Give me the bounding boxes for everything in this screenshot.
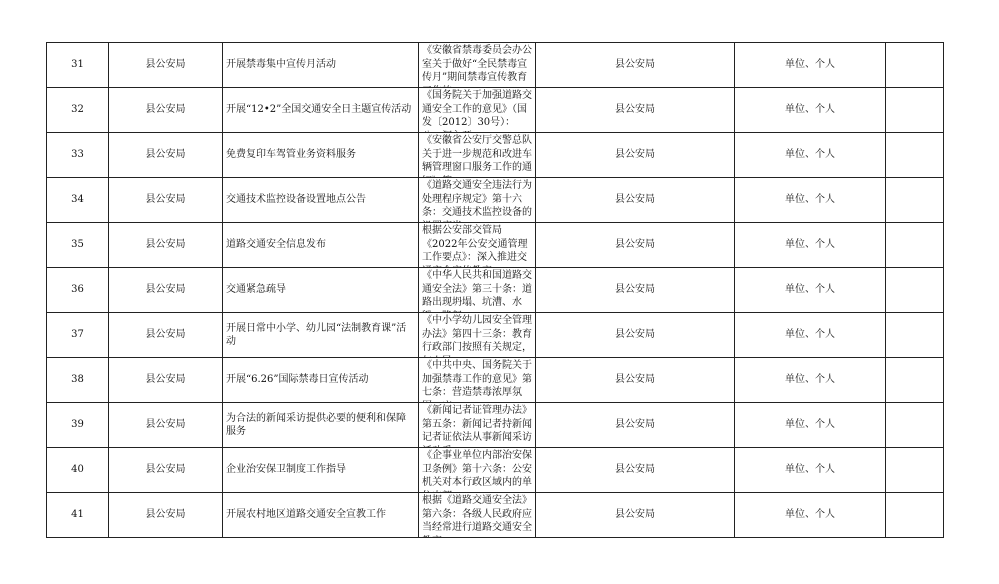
department-text: 县公安局 — [145, 149, 186, 161]
responsible-unit-cell — [536, 178, 735, 223]
legal-basis-text: 《安徽省公安厅交警总队关于进一步规范和改进车辆管理窗口服务工作的通 — [422, 135, 532, 173]
department-cell — [109, 268, 223, 313]
responsible-unit-text: 县公安局 — [615, 329, 655, 341]
note-cell — [886, 43, 944, 88]
table-row — [47, 43, 944, 88]
row-number — [47, 358, 109, 403]
row-number — [47, 403, 109, 448]
department-text: 县公安局 — [145, 329, 186, 341]
note-cell — [886, 493, 944, 538]
note-cell — [886, 268, 944, 313]
service-item-cell — [223, 268, 419, 313]
table-row — [47, 268, 944, 313]
service-item-cell — [223, 403, 419, 448]
row-number-text: 34 — [71, 194, 84, 206]
row-number — [47, 268, 109, 313]
note-cell — [886, 178, 944, 223]
responsible-unit-text: 县公安局 — [615, 419, 655, 431]
service-list-sheet — [46, 42, 944, 538]
responsible-unit-text: 县公安局 — [615, 104, 655, 116]
department-cell — [109, 493, 223, 538]
responsible-unit-cell — [536, 268, 735, 313]
department-cell — [109, 223, 223, 268]
legal-basis-text: 《安徽省禁毒委员会办公室关于做好“全民禁毒宣传月”期间禁毒宣传教育 — [422, 45, 532, 83]
service-item-cell — [223, 358, 419, 403]
department-text: 县公安局 — [145, 509, 186, 521]
table-row — [47, 313, 944, 358]
service-target-cell — [735, 178, 886, 223]
service-target-cell — [735, 403, 886, 448]
legal-basis-cell — [419, 133, 536, 178]
row-number-text: 36 — [71, 284, 84, 296]
service-item-text: 为合法的新闻采访提供必要的便利和保障服务 — [226, 412, 406, 437]
service-item-cell — [223, 223, 419, 268]
row-number — [47, 448, 109, 493]
note-cell — [886, 358, 944, 403]
department-cell — [109, 313, 223, 358]
row-number — [47, 223, 109, 268]
legal-basis-cell — [419, 268, 536, 313]
table-row — [47, 493, 944, 538]
responsible-unit-cell — [536, 43, 735, 88]
responsible-unit-cell — [536, 88, 735, 133]
responsible-unit-text: 县公安局 — [615, 59, 655, 71]
service-target-cell — [735, 493, 886, 538]
service-target-cell — [735, 43, 886, 88]
responsible-unit-text: 县公安局 — [615, 194, 655, 206]
row-number-text: 33 — [71, 149, 84, 161]
service-item-cell — [223, 448, 419, 493]
legal-basis-text: 《中华人民共和国道路交通安全法》第三十条：道路出现坍塌、坑漕、水 — [422, 270, 532, 308]
service-item-text: 开展禁毒集中宣传月活动 — [226, 59, 336, 71]
table-row — [47, 403, 944, 448]
service-target-cell — [735, 133, 886, 178]
service-target-text: 单位、个人 — [785, 194, 835, 206]
legal-basis-cell — [419, 448, 536, 493]
note-cell — [886, 448, 944, 493]
responsible-unit-text: 县公安局 — [615, 509, 655, 521]
department-text: 县公安局 — [145, 194, 186, 206]
legal-basis-cell — [419, 403, 536, 448]
service-target-text: 单位、个人 — [785, 419, 835, 431]
service-item-cell — [223, 313, 419, 358]
service-target-text: 单位、个人 — [785, 329, 835, 341]
service-item-text: 交通技术监控设备设置地点公告 — [226, 194, 366, 206]
responsible-unit-cell — [536, 493, 735, 538]
responsible-unit-text: 县公安局 — [615, 149, 655, 161]
service-item-text: 开展日常中小学、幼儿园“法制教育课”活动 — [226, 322, 407, 347]
legal-basis-cell — [419, 313, 536, 358]
row-number — [47, 493, 109, 538]
department-cell — [109, 43, 223, 88]
department-cell — [109, 178, 223, 223]
service-item-text: 交通紧急疏导 — [226, 284, 286, 296]
service-target-text: 单位、个人 — [785, 284, 835, 296]
legal-basis-text: 根据公安部交管局《2022年公安交通管理工作要点》：深入推进交 — [422, 225, 528, 263]
table-row — [47, 358, 944, 403]
legal-basis-text: 《国务院关于加强道路交通安全工作的意见》（国发〔2012〕30号）： — [422, 90, 532, 128]
responsible-unit-text: 县公安局 — [615, 239, 655, 251]
legal-basis-cell — [419, 223, 536, 268]
service-item-text: 企业治安保卫制度工作指导 — [226, 464, 346, 476]
note-cell — [886, 223, 944, 268]
service-item-text: 开展“6.26”国际禁毒日宣传活动 — [226, 374, 369, 386]
responsible-unit-text: 县公安局 — [615, 284, 655, 296]
service-target-cell — [735, 223, 886, 268]
department-cell — [109, 358, 223, 403]
legal-basis-cell — [419, 88, 536, 133]
note-cell — [886, 133, 944, 178]
row-number-text: 40 — [71, 464, 84, 476]
department-text: 县公安局 — [145, 104, 186, 116]
service-target-cell — [735, 448, 886, 493]
row-number-text: 41 — [71, 509, 84, 521]
row-number-text: 31 — [71, 59, 84, 71]
responsible-unit-cell — [536, 448, 735, 493]
service-item-cell — [223, 133, 419, 178]
row-number — [47, 43, 109, 88]
legal-basis-text: 《企事业单位内部治安保卫条例》第十六条：公安机关对本行政区域内的单 — [422, 450, 532, 488]
row-number-text: 35 — [71, 239, 84, 251]
service-target-text: 单位、个人 — [785, 239, 835, 251]
service-target-cell — [735, 268, 886, 313]
department-cell — [109, 133, 223, 178]
responsible-unit-text: 县公安局 — [615, 374, 655, 386]
service-item-text: 开展农村地区道路交通安全宣教工作 — [226, 509, 386, 521]
legal-basis-text: 《中小学幼儿园安全管理办法》第四十三条：教育行政部门按照有关规定， — [422, 315, 532, 353]
service-target-cell — [735, 88, 886, 133]
responsible-unit-cell — [536, 223, 735, 268]
note-cell — [886, 403, 944, 448]
department-text: 县公安局 — [145, 59, 186, 71]
service-target-text: 单位、个人 — [785, 509, 835, 521]
row-number — [47, 178, 109, 223]
table-row — [47, 88, 944, 133]
service-target-cell — [735, 313, 886, 358]
legal-basis-text: 《中共中央、国务院关于加强禁毒工作的意见》第七条：营造禁毒浓厚氛 — [422, 360, 532, 398]
table-row — [47, 448, 944, 493]
service-item-text: 道路交通安全信息发布 — [226, 239, 326, 251]
row-number-text: 39 — [71, 419, 84, 431]
department-text: 县公安局 — [145, 464, 186, 476]
department-cell — [109, 448, 223, 493]
legal-basis-cell — [419, 358, 536, 403]
service-item-cell — [223, 43, 419, 88]
legal-basis-cell — [419, 43, 536, 88]
legal-basis-text: 《道路交通安全违法行为处理程序规定》第十六条：交通技术监控设备的 — [422, 180, 532, 218]
table-body — [47, 43, 944, 538]
service-table — [46, 42, 944, 538]
row-number — [47, 88, 109, 133]
service-target-text: 单位、个人 — [785, 104, 835, 116]
table-row — [47, 223, 944, 268]
department-cell — [109, 403, 223, 448]
responsible-unit-text: 县公安局 — [615, 464, 655, 476]
row-number-text: 38 — [71, 374, 84, 386]
table-row — [47, 133, 944, 178]
row-number — [47, 133, 109, 178]
row-number-text: 32 — [71, 104, 84, 116]
service-item-text: 开展“12•2”全国交通安全日主题宣传活动 — [226, 104, 412, 116]
service-item-cell — [223, 178, 419, 223]
table-row — [47, 178, 944, 223]
legal-basis-text: 《新闻记者证管理办法》第五条：新闻记者持新闻记者证依法从事新闻采访 — [422, 405, 532, 443]
department-text: 县公安局 — [145, 419, 186, 431]
department-text: 县公安局 — [145, 239, 186, 251]
responsible-unit-cell — [536, 358, 735, 403]
row-number-text: 37 — [71, 329, 84, 341]
responsible-unit-cell — [536, 133, 735, 178]
service-target-text: 单位、个人 — [785, 59, 835, 71]
legal-basis-cell — [419, 493, 536, 538]
service-target-text: 单位、个人 — [785, 464, 835, 476]
note-cell — [886, 313, 944, 358]
legal-basis-cell — [419, 178, 536, 223]
note-cell — [886, 88, 944, 133]
department-text: 县公安局 — [145, 284, 186, 296]
service-item-text: 免费复印车驾管业务资料服务 — [226, 149, 356, 161]
responsible-unit-cell — [536, 313, 735, 358]
service-target-text: 单位、个人 — [785, 149, 835, 161]
department-cell — [109, 88, 223, 133]
department-text: 县公安局 — [145, 374, 186, 386]
service-item-cell — [223, 88, 419, 133]
service-item-cell — [223, 493, 419, 538]
row-number — [47, 313, 109, 358]
service-target-cell — [735, 358, 886, 403]
responsible-unit-cell — [536, 403, 735, 448]
service-target-text: 单位、个人 — [785, 374, 835, 386]
legal-basis-text: 根据《道路交通安全法》第六条：各级人民政府应当经常进行道路交通安全 — [422, 495, 532, 533]
